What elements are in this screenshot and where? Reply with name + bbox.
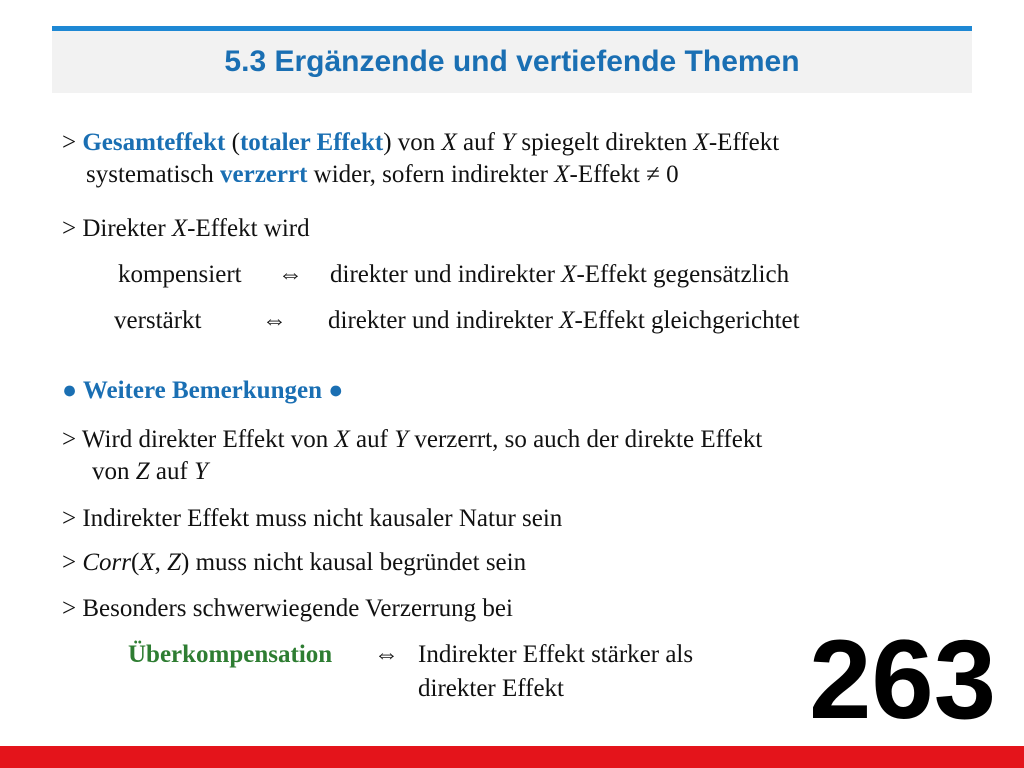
term-verzerrt: verzerrt (220, 161, 308, 188)
text: systematisch (86, 161, 221, 188)
row-verstaerkt-term: verstärkt (114, 307, 202, 334)
equivalence-arrow: ⇔ (374, 641, 399, 668)
text: wider, sofern indirekter (307, 161, 555, 188)
row-verstaerkt-desc (328, 306, 800, 336)
var-z: Z (135, 458, 150, 485)
var-x: X (334, 426, 350, 453)
text: ( (131, 549, 140, 576)
text: > Wird direkter Effekt von (62, 426, 335, 453)
slide-title: 5.3 Ergänzende und vertiefende Themen (224, 45, 800, 78)
bottom-accent-bar (0, 746, 1024, 768)
text: ( (225, 129, 240, 156)
text: -Effekt gegensätzlich (576, 261, 790, 288)
term-totaler-effekt: totaler Effekt (239, 129, 384, 156)
var-x: X (559, 307, 575, 334)
equivalence-arrow: ⇔ (262, 307, 287, 334)
var-z: Z (167, 549, 182, 576)
text: auf (349, 426, 395, 453)
row-kompensiert-desc (330, 260, 789, 290)
text: -Effekt wird (187, 215, 310, 242)
paragraph-direkter-effekt (62, 214, 310, 244)
paragraph-besonders: > Besonders schwerwiegende Verzerrung bei (62, 595, 513, 622)
row-kompensiert-term: kompensiert (118, 261, 242, 288)
paragraph-verzerrt-line1 (62, 425, 762, 455)
var-y: Y (194, 458, 208, 485)
paragraph-gesamteffekt-line2 (86, 160, 679, 190)
text: auf (149, 458, 195, 485)
paragraph-verzerrt-line2 (92, 457, 208, 487)
text: -Effekt gleichgerichtet (574, 307, 800, 334)
var-x: X (693, 129, 709, 156)
var-y: Y (501, 129, 516, 156)
text: -Effekt ≠ 0 (569, 161, 679, 188)
equivalence-arrow: ⇔ (278, 261, 303, 288)
text: von (92, 458, 136, 485)
text: > Direkter (62, 215, 172, 242)
func-corr: Corr (82, 549, 131, 576)
var-x: X (561, 261, 577, 288)
text: auf (456, 129, 502, 156)
paragraph-corr (62, 548, 526, 578)
ueberkompensation-desc-line2: direkter Effekt (418, 675, 564, 702)
text: verzerrt, so auch der direkte Effekt (408, 426, 763, 453)
text: ) muss nicht kausal begründet sein (181, 549, 527, 576)
paragraph-indirekter-effekt: > Indirekter Effekt muss nicht kausaler Natur sein (62, 505, 563, 532)
var-x: X (139, 549, 155, 576)
term-ueberkompensation: Überkompensation (128, 641, 333, 668)
text: ) von (383, 129, 442, 156)
ueberkompensation-desc-line1: Indirekter Effekt stärker als (418, 641, 694, 668)
text: spiegelt direkten (515, 129, 694, 156)
remarks-heading: ● Weitere Bemerkungen ● (62, 377, 344, 404)
var-x: X (171, 215, 188, 242)
paragraph-gesamteffekt-line1 (62, 128, 779, 158)
text: > (62, 549, 83, 576)
text: direkter und indirekter (330, 261, 562, 288)
var-x: X (554, 161, 570, 188)
term-gesamteffekt: Gesamteffekt (82, 129, 226, 156)
var-x: X (441, 129, 457, 156)
text: -Effekt (708, 129, 780, 156)
text: direkter und indirekter (328, 307, 560, 334)
page-number: 263 (809, 617, 996, 742)
var-y: Y (394, 426, 409, 453)
text: , (154, 549, 168, 576)
bullet-marker: > (62, 129, 83, 156)
